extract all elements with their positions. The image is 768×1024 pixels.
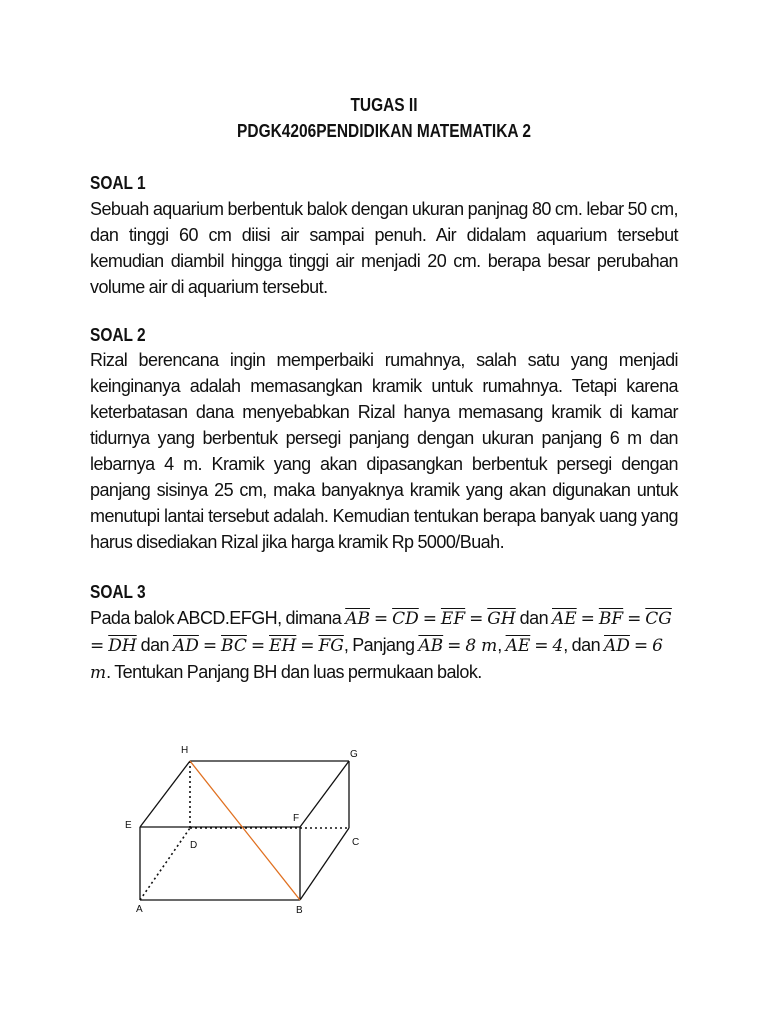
comma: , <box>563 635 568 655</box>
word-dan: dan <box>519 608 549 628</box>
comma: , <box>497 635 502 655</box>
word-panjang: , Panjang <box>343 635 415 655</box>
segment-bf: $\overline{BF}$ <box>598 609 624 629</box>
document-title: TUGAS II <box>350 95 418 115</box>
equals-sign: = <box>633 636 649 656</box>
soal-2-text: Rizal berencana ingin memperbaiki rumahnya, salah satu yang menjadi keinginanya adalah memasangkan kramik untuk rumahnya. Tetapi karena keterbatasan dana menyebabkan Rizal hanya memasang kramik di kamar tidurnya yang berbentuk persegi panjang dengan ukuran panjang 6 m dan lebarnya 4 m. Kramik yang akan dipasangkan berbentuk persegi dengan panjang sisinya 25 cm, maka banyaknya kramik yang akan digunakan untuk menutupi lantai tersebut adalah. Kemudian tentukan berapa banyak uang yang harus disediakan Rizal jika harga kramik Rp 5000/Buah. <box>90 350 678 552</box>
cuboid-diagram <box>120 735 380 920</box>
diagonal-bh <box>190 761 300 900</box>
equals-sign: = <box>90 636 105 656</box>
edge-eh <box>140 761 190 827</box>
segment-eh: $\overline{EH}$ <box>269 636 297 656</box>
equals-sign: = <box>580 609 595 629</box>
segment-gh: $\overline{GH}$ <box>487 609 516 629</box>
document-subtitle: PDGK4206PENDIDIKAN MATEMATIKA 2 <box>237 121 531 141</box>
equals-sign: = <box>534 636 549 656</box>
vertex-label-h: H <box>181 745 189 756</box>
value-ab: 8 m <box>465 636 498 656</box>
soal-3-intro: Pada balok ABCD.EFGH, dimana <box>90 608 342 628</box>
soal-2-heading: SOAL 2 <box>90 325 146 345</box>
soal-3-text <box>90 605 678 686</box>
segment-ad: $\overline{AD}$ <box>172 636 199 656</box>
soal-3-tail: . Tentukan Panjang BH dan luas permukaan balok. <box>106 662 482 682</box>
equals-sign: = <box>422 609 437 629</box>
segment-ef: $\overline{EF}$ <box>440 609 466 629</box>
equals-sign: = <box>300 636 315 656</box>
equals-sign: = <box>469 609 484 629</box>
value-ad: 6 m <box>90 636 663 683</box>
segment-ae: $\overline{AE}$ <box>552 609 577 629</box>
soal-1-heading: SOAL 1 <box>90 173 146 193</box>
word-dan: dan <box>571 635 601 655</box>
vertex-label-e: E <box>125 820 132 831</box>
soal-3-heading: SOAL 3 <box>90 582 146 602</box>
edge-ad <box>140 828 190 900</box>
edge-gf <box>300 761 349 827</box>
segment-cd: $\overline{CD}$ <box>392 609 419 629</box>
equals-sign: = <box>202 636 218 656</box>
vertex-label-a: A <box>136 904 143 915</box>
vertex-label-d: D <box>190 840 198 851</box>
equals-sign: = <box>250 636 266 656</box>
segment-cg: $\overline{CG}$ <box>645 609 672 629</box>
value-ae: 4 <box>552 636 564 656</box>
segment-dh: $\overline{DH}$ <box>108 636 137 656</box>
edge-bc <box>300 828 349 900</box>
vertex-label-f: F <box>293 813 300 824</box>
equals-sign: = <box>373 609 389 629</box>
word-dan: dan <box>140 635 170 655</box>
soal-1-text: Sebuah aquarium berbentuk balok dengan ukuran panjnag 80 cm. lebar 50 cm, dan tinggi 60 cm diisi air sampai penuh. Air didalam aquarium tersebut kemudian diambil hingga tinggi air menjadi 20 cm. berapa besar perubahan volume air di aquarium tersebut. <box>90 199 678 297</box>
equals-sign: = <box>627 609 642 629</box>
segment-ab: $\overline{AB}$ <box>345 609 370 629</box>
vertex-label-b: B <box>296 905 303 916</box>
segment-bc: $\overline{BC}$ <box>221 636 247 656</box>
segment-ab-ref: $\overline{AB}$ <box>418 636 444 656</box>
equals-sign: = <box>447 636 462 656</box>
segment-ae-ref: $\overline{AE}$ <box>505 636 531 656</box>
vertex-label-g: G <box>350 749 358 760</box>
vertex-label-c: C <box>352 837 360 848</box>
segment-fg: $\overline{FG}$ <box>318 636 344 656</box>
segment-ad-ref: $\overline{AD}$ <box>604 636 630 656</box>
